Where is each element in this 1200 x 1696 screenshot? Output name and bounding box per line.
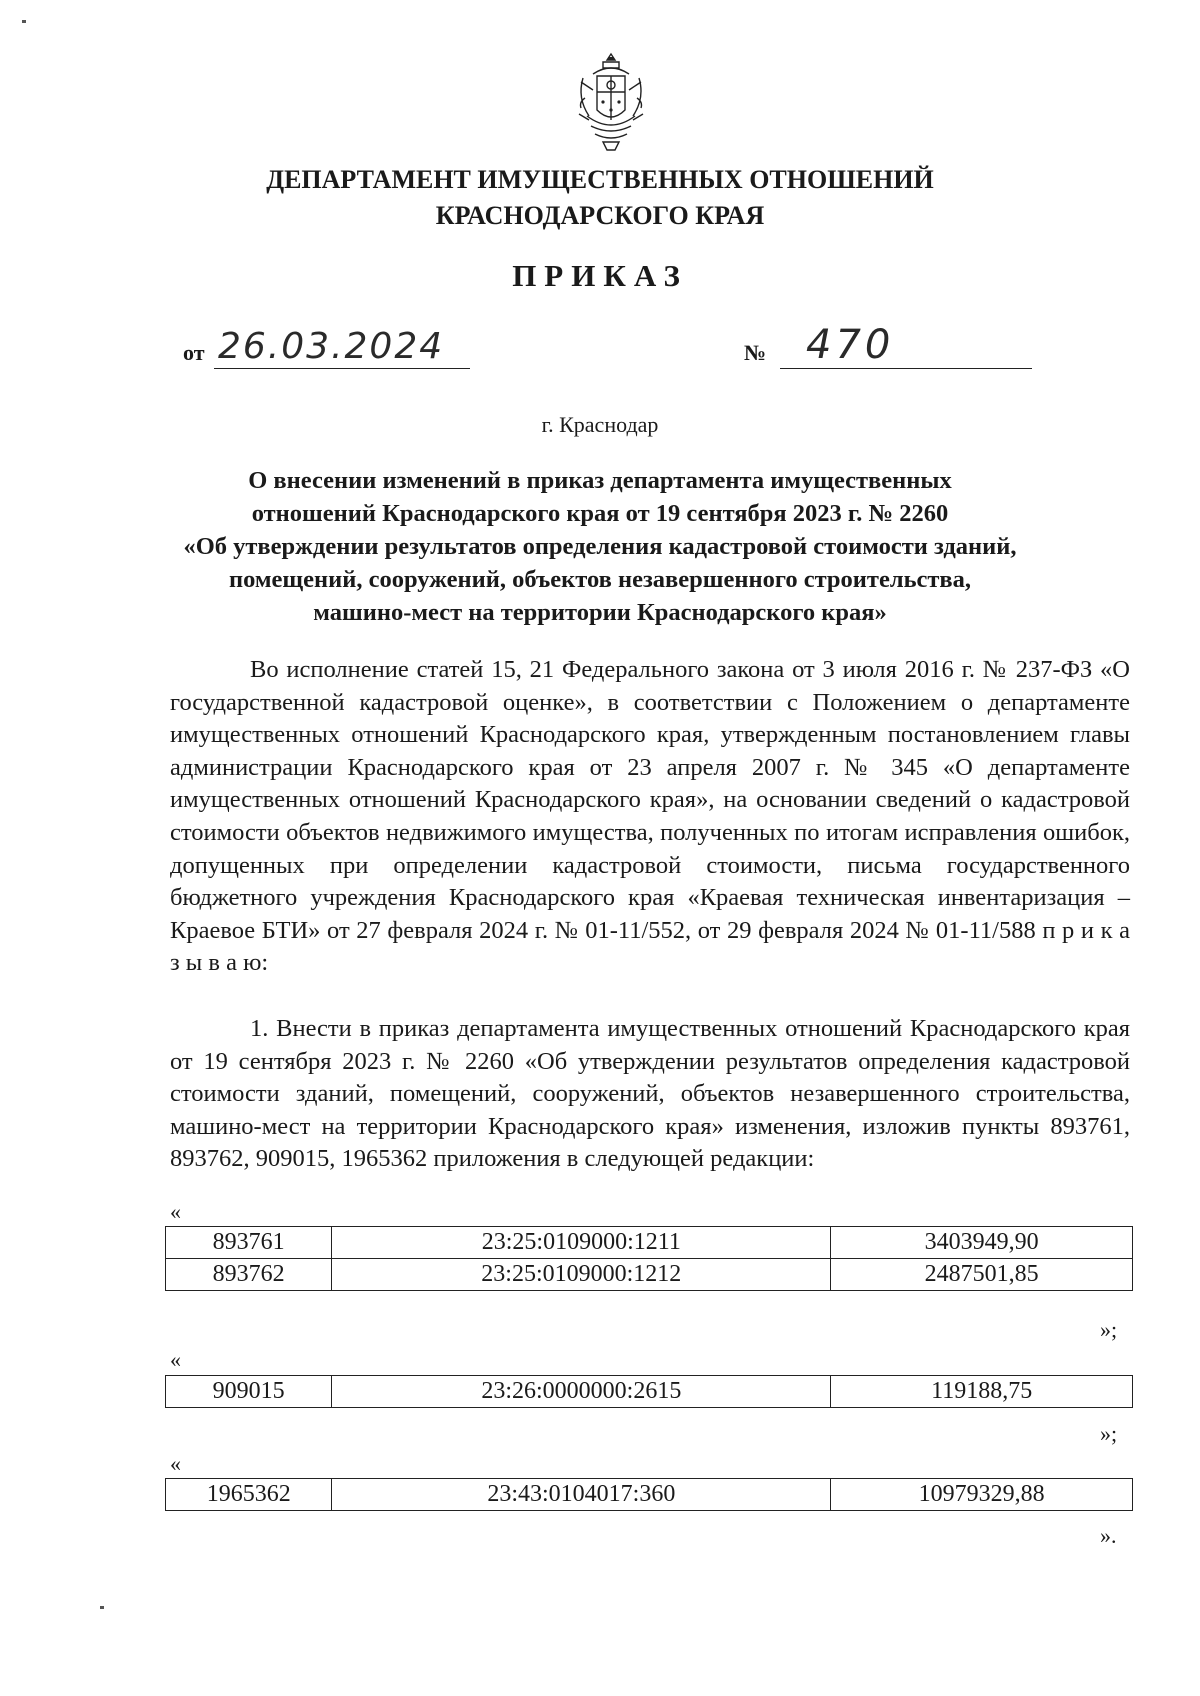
handwritten-number: 470 [806,322,895,368]
table-row [166,1376,1133,1408]
cadastral-table-3 [165,1478,1133,1511]
preamble-paragraph [170,654,1130,980]
closing-quote: »; [1100,1317,1118,1342]
item-number: 893762 [166,1259,332,1291]
table-row [166,1479,1133,1511]
date-label: от [183,340,205,365]
title-line-2: отношений Краснодарского края от 19 сентября 2023 г. № 2260 [251,500,949,527]
title-line-3: «Об утверждении результатов определения кадастровой стоимости зданий, [183,533,1017,560]
city-name: г. Краснодар [541,412,659,437]
coat-of-arms-emblem [573,52,649,154]
cadastral-value: 119188,75 [831,1376,1133,1408]
item-number: 893761 [166,1227,332,1259]
cadastral-table-2 [165,1375,1133,1408]
table-row [166,1227,1133,1259]
cadastral-value: 10979329,88 [831,1479,1133,1511]
order-clause-1 [170,1013,1130,1176]
org-line-2: КРАСНОДАРСКОГО КРАЯ [435,201,765,230]
opening-quote: « [170,1347,181,1372]
cadastral-table-1 [165,1226,1133,1291]
opening-quote: « [170,1451,181,1476]
clause-1-text: 1. Внести в приказ департамента имущественных отношений Краснодарского края от 19 сентября 2023 г. № 2260 «Об утверждении результатов определения кадастровой стоимости зданий, помещений, сооружений, объектов незавершенного строительства, машино-мест на территории Краснодарского края» изменения, изложив пункты 893761, 893762, 909015, 1965362 приложения в следующей редакции: [170,1015,1130,1173]
date-underline [214,368,470,369]
cadastral-value: 3403949,90 [831,1227,1133,1259]
document-type: ПРИКАЗ [512,258,688,293]
scan-artifact [100,1606,104,1609]
table-row [166,1259,1133,1291]
title-line-4: помещений, сооружений, объектов незавершенного строительства, [228,566,972,593]
opening-quote: « [170,1199,181,1224]
preamble-text: Во исполнение статей 15, 21 Федерального закона от 3 июля 2016 г. № 237-ФЗ «О государственной кадастровой оценке», в соответствии с Положением о департаменте имущественных отношений Краснодарского края, утвержденным постановлением главы администрации Краснодарского края от 23 апреля 2007 г. № 345 «О департаменте имущественных отношений Краснодарского края», на основании сведений о кадастровой стоимости объектов недвижимого имущества, полученных по итогам исправления ошибок, допущенных при определении кадастровой стоимости, письма государственного бюджетного учреждения Краснодарского края «Краевая техническая инвентаризация – Краевое БТИ» от 27 февраля 2024 г. № 01-11/552, от 29 февраля 2024 № 01-11/588 п р и к а з ы в а ю: [170,656,1130,977]
cadastral-number: 23:26:0000000:2615 [332,1376,831,1408]
organization-name [170,162,1030,234]
cadastral-number: 23:43:0104017:360 [332,1479,831,1511]
title-line-5: машино-мест на территории Краснодарского края» [313,599,887,626]
item-number: 1965362 [166,1479,332,1511]
cadastral-value: 2487501,85 [831,1259,1133,1291]
cadastral-number: 23:25:0109000:1211 [332,1227,831,1259]
item-number: 909015 [166,1376,332,1408]
closing-quote: »; [1100,1421,1118,1446]
number-label: № [744,340,767,365]
org-line-1: ДЕПАРТАМЕНТ ИМУЩЕСТВЕННЫХ ОТНОШЕНИЙ [266,165,934,194]
number-underline [780,368,1032,369]
closing-quote: ». [1100,1523,1117,1548]
cadastral-number: 23:25:0109000:1212 [332,1259,831,1291]
document-title [150,464,1050,629]
title-line-1: О внесении изменений в приказ департамента имущественных [248,467,952,494]
handwritten-date: 26.03.2024 [218,326,445,367]
scan-artifact [22,20,26,23]
